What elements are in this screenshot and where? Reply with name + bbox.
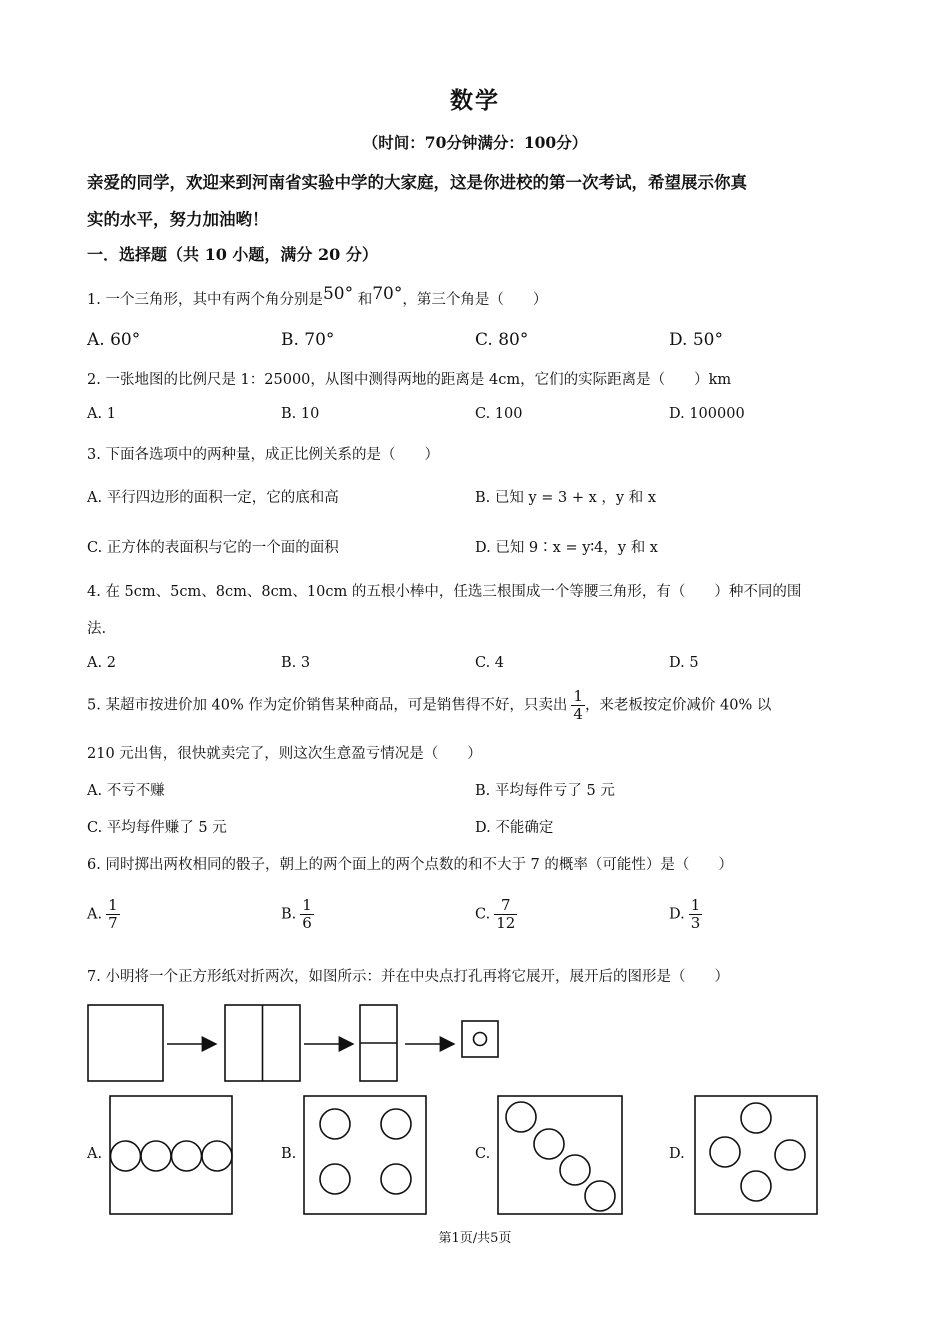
q6-option-a-denominator: 7 (108, 914, 118, 932)
q3-option-b: B. 已知 y = 3 + x ，y 和 x (475, 490, 657, 506)
q6-option-a-numerator: 1 (108, 896, 118, 914)
q3-option-c: C. 正方体的表面积与它的一个面的面积 (87, 540, 339, 556)
q5-text-b: ，来老板按定价减价 40% 以 (584, 697, 772, 714)
question-4-line-1: 4. 在 5cm、5cm、8cm、8cm、10cm 的五根小棒中，任选三根围成一个等腰三角形，有（ ）种不同的围 (87, 584, 802, 600)
question-7: 7. 小明将一个正方形纸对折两次，如图所示：并在中央点打孔再将它展开，展开后的图形是（ ） (87, 969, 729, 985)
q7-d-hole-top (741, 1103, 771, 1133)
q7-d-hole-bottom (741, 1171, 771, 1201)
q5-option-d: D. 不能确定 (475, 820, 554, 836)
q7-b-hole-2 (381, 1109, 411, 1139)
question-3: 3. 下面各选项中的两种量，成正比例关系的是（ ） (87, 447, 439, 463)
q4-option-c: C. 4 (475, 655, 505, 671)
question-2: 2. 一张地图的比例尺是 1：25000，从图中测得两地的距离是 4cm，它们的实际距离是（ ）km (87, 372, 732, 388)
q4-option-b: B. 3 (281, 655, 311, 671)
q1-angle-1: 50° (322, 284, 354, 304)
fold-step-4-square (462, 1021, 498, 1057)
q7-b-hole-1 (320, 1109, 350, 1139)
q7-c-hole-2 (534, 1129, 564, 1159)
q1-angle-2: 70° (372, 284, 403, 304)
q7-d-hole-left (710, 1137, 740, 1167)
intro-line-1: 亲爱的同学，欢迎来到河南省实验中学的大家庭，这是你进校的第一次考试，希望展示你真 (87, 173, 747, 192)
q4-option-a: A. 2 (87, 655, 116, 671)
q7-c-hole-3 (560, 1155, 590, 1185)
question-4-line-2: 法. (87, 621, 107, 637)
q2-option-d: D. 100000 (669, 406, 745, 422)
q7-option-c-label: C. (475, 1146, 491, 1162)
q7-b-hole-4 (381, 1164, 411, 1194)
q7-option-d-label: D. (669, 1146, 685, 1162)
q7-option-a-label: A. (87, 1146, 103, 1162)
question-6: 6. 同时掷出两枚相同的骰子，朝上的两个面上的两个点数的和不大于 7 的概率（可能性）是（ ） (87, 857, 733, 873)
q6-option-b-label: B. (281, 906, 297, 923)
q7-b-hole-3 (320, 1164, 350, 1194)
punched-hole (474, 1033, 487, 1046)
q1-option-b: B. 70° (281, 330, 335, 350)
q7-d-hole-right (775, 1140, 805, 1170)
q6-option-a-label: A. (87, 906, 103, 923)
q7-a-hole-2 (141, 1141, 171, 1171)
q7-c-hole-4 (585, 1181, 615, 1211)
q1-text-c: ，第三个角是（ ） (402, 292, 548, 308)
page-title: 数学 (450, 87, 500, 114)
q7-option-b-label: B. (281, 1146, 297, 1162)
q6-option-d-numerator: 1 (690, 896, 701, 914)
q3-option-d: D. 已知 9∶x = y∶4，y 和 x (475, 540, 658, 556)
q6-option-c-numerator: 7 (500, 896, 511, 914)
q6-option-b-numerator: 1 (302, 896, 312, 914)
q6-option-b-denominator: 6 (302, 914, 312, 932)
question-5-line-2: 210 元出售，很快就卖完了，则这次生意盈亏情况是（ ） (87, 746, 482, 762)
q6-option-d-denominator: 3 (690, 914, 701, 932)
q5-text-a: 5. 某超市按进价加 40% 作为定价销售某种商品，可是销售得不好，只卖出 (87, 697, 568, 714)
q1-option-a: A. 60° (87, 330, 141, 350)
exam-time-score: （时间：70分钟满分：100分） (362, 133, 588, 152)
q6-option-d-label: D. (669, 906, 685, 923)
q5-option-b: B. 平均每件亏了 5 元 (475, 783, 615, 799)
q2-option-a: A. 1 (87, 406, 116, 422)
q7-option-d-square (695, 1096, 817, 1214)
q1-option-c: C. 80° (475, 330, 529, 350)
q1-text-b: 和 (357, 292, 373, 308)
q5-option-c: C. 平均每件赚了 5 元 (87, 820, 227, 836)
fold-step-1-square (88, 1005, 163, 1081)
q4-option-d: D. 5 (669, 655, 699, 671)
q7-c-hole-1 (506, 1102, 536, 1132)
q5-fraction-denominator: 4 (573, 705, 583, 723)
q2-option-c: C. 100 (475, 406, 523, 422)
q2-option-b: B. 10 (281, 406, 320, 422)
q5-option-a: A. 不亏不赚 (87, 783, 165, 799)
page-number: 第1页/共5页 (438, 1231, 512, 1246)
q6-option-c-label: C. (475, 906, 491, 923)
q1-text-a: 1. 一个三角形，其中有两个角分别是 (87, 292, 323, 308)
q7-a-hole-4 (202, 1141, 232, 1171)
q3-option-a: A. 平行四边形的面积一定，它的底和高 (87, 490, 339, 506)
q7-a-hole-3 (172, 1141, 202, 1171)
section-title: 一．选择题（共 10 小题，满分 20 分） (87, 245, 378, 264)
q1-option-d: D. 50° (669, 330, 723, 350)
q5-fraction-numerator: 1 (573, 687, 583, 705)
q7-a-hole-1 (111, 1141, 141, 1171)
intro-line-2: 实的水平，努力加油哟！ (87, 210, 269, 229)
q6-option-c-denominator: 12 (496, 914, 516, 932)
